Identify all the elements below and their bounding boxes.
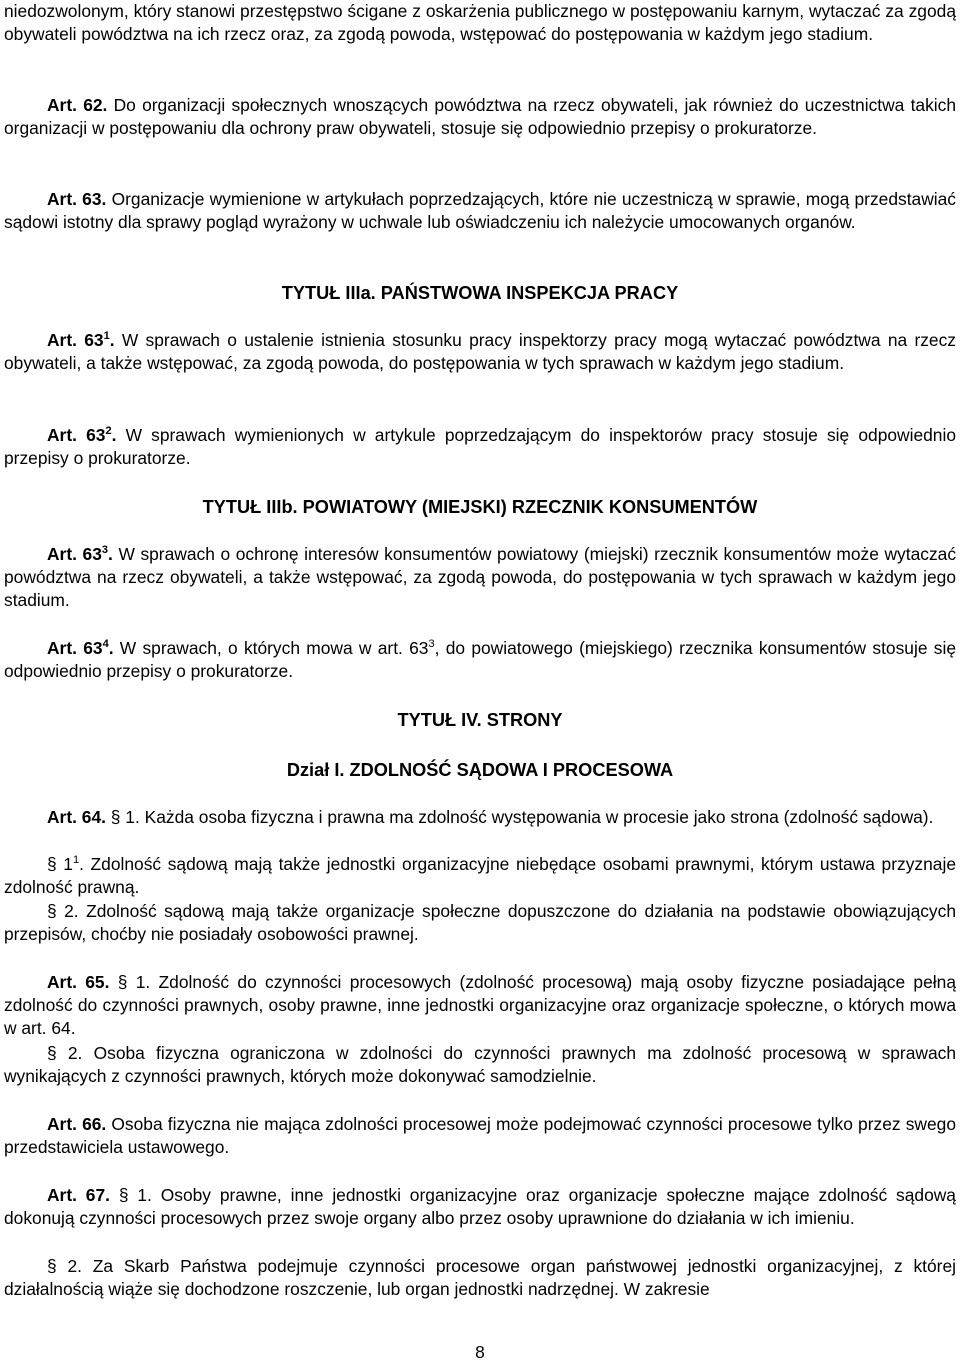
article-67-par-1: [4, 1184, 956, 1230]
article-62: [4, 94, 956, 140]
article-64-par-1: [4, 806, 956, 829]
page-number: 8: [475, 1342, 485, 1362]
section-number: § 1.: [105, 807, 140, 827]
article-label: Art. $63^1$.: [47, 330, 115, 350]
article-label: Art. 63.: [47, 189, 107, 209]
article-65-par-2: [4, 1042, 956, 1088]
article-64-par-1-1: [4, 853, 956, 899]
article-label: Art. $63^3$.: [47, 544, 113, 564]
article-67-par-2: [4, 1255, 956, 1301]
article-text: W sprawach o ustalenie istnienia stosunku pracy inspektorzy pracy mogą wytaczać powództwa na rzecz obywateli, a także wstępować, za zgodą powoda, do postępowania w tych sprawach w każdym jego stadium.: [4, 330, 956, 373]
article-63: [4, 188, 956, 234]
article-63-4: [4, 637, 956, 683]
heading-dzial-I: Dział I. ZDOLNOŚĆ SĄDOWA I PROCESOWA: [286, 760, 674, 780]
article-text: W sprawach o ochronę interesów konsumentów powiatowy (miejski) rzecznik konsumentów może wytaczać powództwa na rzecz obywateli, a także wstępować, za zgodą powoda, do postępowania w tych sprawach w każdym jego stadium.: [4, 544, 957, 610]
article-label: Art. $63^2$.: [47, 425, 117, 445]
section-text: Każda osoba fizyczna i prawna ma zdolność występowania w procesie jako strona (zdolność sądowa).: [139, 807, 934, 827]
article-63-2: [4, 424, 956, 470]
article-63-3: [4, 543, 956, 612]
article-text: W sprawach, o których mowa w art. $63^3$, do powiatowego (miejskiego) rzecznika konsumentów stosuje się odpowiednio przepisy o prokuratorze.: [4, 638, 956, 681]
article-63-1: [4, 329, 956, 375]
paragraph-text: niedozwolonym, który stanowi przestępstwo ścigane z oskarżenia publicznego w postępowaniu karnym, wytaczać za zgodą obywateli powództwa na ich rzecz oraz, za zgodą powoda, wstępować do postępowania w każdym jego stadium.: [4, 1, 956, 44]
section-number: § $1^1$: [47, 854, 80, 874]
article-text: W sprawach wymienionych w artykule poprzedzającym do inspektorów pracy stosuje się odpowiednio przepisy o prokuratorze.: [4, 425, 957, 468]
article-label: Art. $63^4$.: [47, 638, 114, 658]
section-text: § 1. Zdolność do czynności procesowych (zdolność procesową) mają osoby fizyczne posiadające pełną zdolność do czynności prawnych, osoby prawne, inne jednostki organizacyjne oraz organizacje społeczne, o których mowa w art. 64.: [4, 972, 956, 1038]
paragraph-continuation: [4, 0, 956, 46]
section-text: § 1. Osoby prawne, inne jednostki organizacyjne oraz organizacje społeczne mające zdolność sądową dokonują czynności procesowych przez swoje organy albo przez osoby uprawnione do działania w ich imieniu.: [4, 1185, 956, 1228]
article-text: Osoba fizyczna nie mająca zdolności procesowej może podejmować czynności procesowe tylko przez swego przedstawiciela ustawowego.: [4, 1114, 956, 1157]
article-text: Do organizacji społecznych wnoszących powództwa na rzecz obywateli, jak również do uczestnictwa takich organizacji w postępowaniu dla ochrony praw obywateli, stosuje się odpowiednio przepisy o prokuratorze.: [4, 95, 956, 138]
article-text: Organizacje wymienione w artykułach poprzedzających, które nie uczestniczą w sprawie, mogą przedstawiać sądowi istotny dla sprawy pogląd wyrażony w uchwale lub oświadczeniu ich należycie umocowanych organów.: [4, 189, 956, 232]
article-label: Art. 66.: [47, 1114, 107, 1134]
article-label: Art. 62.: [47, 95, 108, 115]
heading-title-IV: TYTUŁ IV. STRONY: [397, 710, 563, 730]
article-label: Art. 65.: [47, 972, 110, 992]
section-text: . Zdolność sądową mają także jednostki organizacyjne niebędące osobami prawnymi, którym ustawa przyznaje zdolność prawną.: [4, 854, 956, 897]
heading-title-IIIa: TYTUŁ IIIa. PAŃSTWOWA INSPEKCJA PRACY: [281, 283, 679, 303]
article-65-par-1: [4, 971, 956, 1040]
heading-title-IIIb: TYTUŁ IIIb. POWIATOWY (MIEJSKI) RZECZNIK KONSUMENTÓW: [202, 497, 758, 517]
article-64-par-2: [4, 900, 956, 946]
section-text: § 2. Osoba fizyczna ograniczona w zdolności do czynności prawnych ma zdolność procesową w sprawach wynikających z czynności prawnych, których może dokonywać samodzielnie.: [4, 1043, 956, 1086]
section-text: § 2. Zdolność sądową mają także organizacje społeczne dopuszczone do działania na podstawie obowiązujących przepisów, choćby nie posiadały osobowości prawnej.: [4, 901, 956, 944]
article-66: [4, 1113, 956, 1159]
section-text: § 2. Za Skarb Państwa podejmuje czynności procesowe organ państwowej jednostki organizacyjnej, z której działalnością wiąże się dochodzone roszczenie, lub organ jednostki nadrzędnej. W zakresie: [4, 1256, 956, 1299]
article-label: Art. 64.: [47, 807, 106, 827]
article-label: Art. 67.: [47, 1185, 110, 1205]
